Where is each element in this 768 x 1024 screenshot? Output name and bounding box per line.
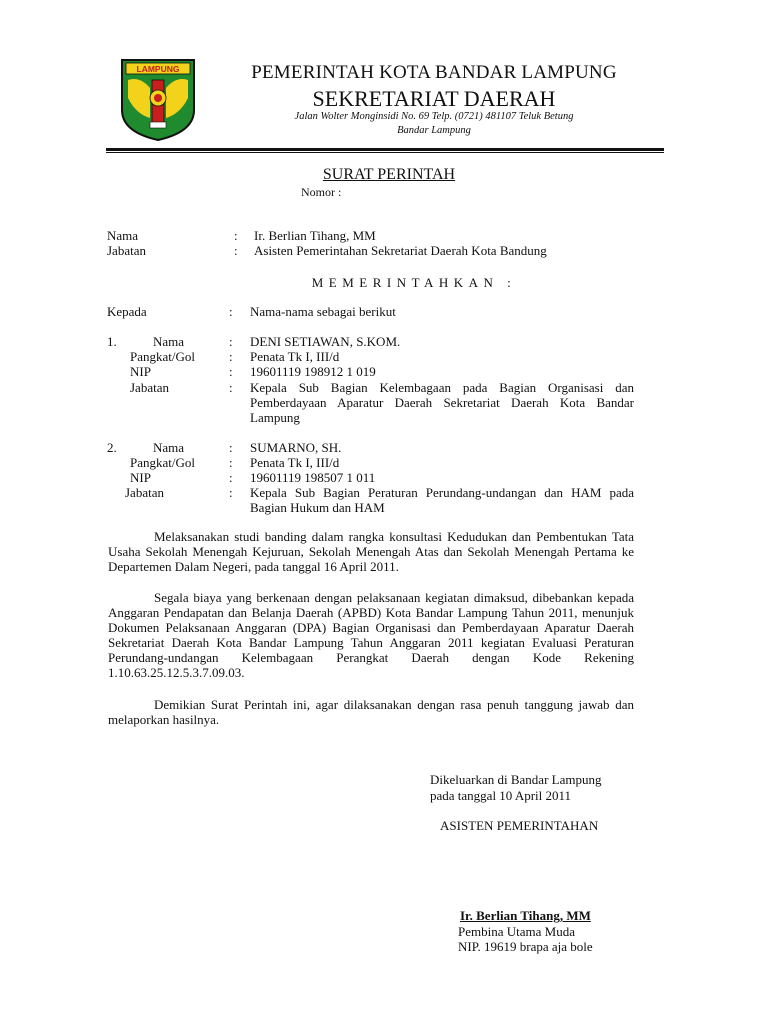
person-nip: 19601119 198912 1 019 [250,364,376,379]
issuer-name-label: Nama [107,228,139,243]
person-rank: Penata Tk I, III/d [250,349,340,364]
letterhead-rule-thin [106,152,664,153]
paragraph-funding [108,590,634,680]
person-name: DENI SETIAWAN, S.KOM. [250,334,401,349]
person-nip-label: NIP [130,470,151,485]
colon: : [229,334,233,349]
person-rank: Penata Tk I, III/d [250,455,340,470]
order-heading: MEMERINTAHKAN : [311,275,517,290]
colon: : [234,243,238,258]
paragraph-purpose [108,529,634,574]
person-name: SUMARNO, SH. [250,440,342,455]
colon: : [229,470,233,485]
signer-rank: Pembina Utama Muda [458,924,575,939]
issuer-name: Ir. Berlian Tihang, MM [254,228,376,243]
letterhead-government: PEMERINTAH KOTA BANDAR LAMPUNG [251,62,617,83]
person-name-label: Nama [153,334,185,349]
colon: : [229,380,233,395]
paragraph-text: Demikian Surat Perintah ini, agar dilaksanakan dengan rasa penuh tanggung jawab dan melaporkan hasilnya. [108,697,634,727]
paragraph-text: Segala biaya yang berkenaan dengan pelaksanaan kegiatan dimaksud, dibebankan kepada Anggaran Pendapatan dan Belanja Daerah (APBD) Kota Bandar Lampung Tahun 2011, menunjuk Dokumen Pelaksanaan Anggaran (DPA) Bagian Organisasi dan Pemberdayaan Aparatur Daerah Sekretariat Daerah Kota Bandar Lampung Tahun Anggaran 2011 kegiatan Evaluasi Peraturan Perundang-undangan Kelembagaan Perangkat Daerah dengan Kode Rekening 1.10.63.25.12.5.3.7.09.03. [108,590,634,680]
issuer-position-label: Jabatan [107,243,146,258]
document-number: Nomor : [301,185,342,199]
signer-name: Ir. Berlian Tihang, MM [460,908,591,923]
issued-date: pada tanggal 10 April 2011 [430,788,572,803]
signer-nip: NIP. 19619 brapa aja bole [458,939,593,954]
colon: : [229,364,233,379]
colon: : [229,349,233,364]
letterhead-rule-thick [106,148,664,151]
paragraph-closing [108,697,634,727]
person-name-label: Nama [153,440,185,455]
letterhead-address: Jalan Wolter Monginsidi No. 69 Telp. (0721) 481107 Teluk Betung [294,111,574,122]
person-position: Kepala Sub Bagian Peraturan Perundang-undangan dan HAM pada Bagian Hukum dan HAM [250,485,634,515]
person-rank-label: Pangkat/Gol [130,349,195,364]
issued-place: Dikeluarkan di Bandar Lampung [430,772,602,787]
colon: : [229,304,233,319]
colon: : [234,228,238,243]
colon: : [229,455,233,470]
person-position: Kepala Sub Bagian Kelembagaan pada Bagian Organisasi dan Pemberdayaan Aparatur Daerah Sekretariat Daerah Kota Bandar Lampung [250,380,634,425]
letterhead-secretariat: SEKRETARIAT DAERAH [312,86,556,111]
colon: : [229,485,233,500]
logo-text: LAMPUNG [136,64,180,74]
person-nip: 19601119 198507 1 011 [250,470,376,485]
person-nip-label: NIP [130,364,151,379]
person-position-label: Jabatan [125,485,164,500]
recipient-text: Nama-nama sebagai berikut [250,304,396,319]
recipient-label: Kepada [107,304,147,319]
signer-position: ASISTEN PEMERINTAHAN [440,818,599,833]
person-number: 2. [107,440,117,455]
person-position-label: Jabatan [130,380,169,395]
issuer-position: Asisten Pemerintahan Sekretariat Daerah Kota Bandung [254,243,547,258]
person-number: 1. [107,334,117,349]
letterhead-city: Bandar Lampung [397,125,471,136]
document-title: SURAT PERINTAH [322,166,456,183]
paragraph-text: Melaksanakan studi banding dalam rangka konsultasi Kedudukan dan Pembentukan Tata Usaha Sekolah Menengah Kejuruan, Sekolah Menengah Atas dan Sekolah Menengah Pertama ke Departemen Dalam Negeri, pada tanggal 16 April 2011. [108,529,634,574]
colon: : [229,440,233,455]
person-rank-label: Pangkat/Gol [130,455,195,470]
